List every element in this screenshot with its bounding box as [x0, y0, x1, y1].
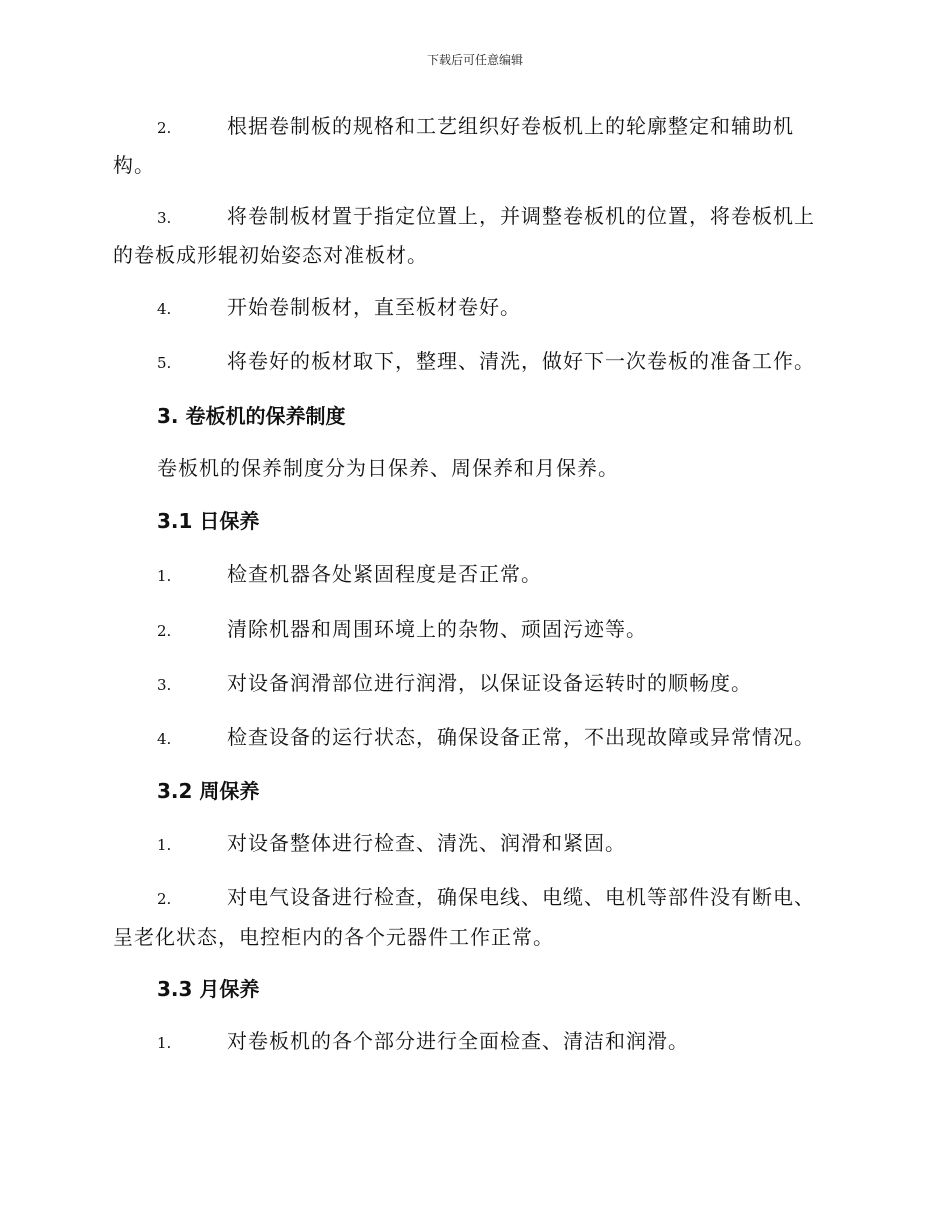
list-number: 1. [157, 836, 172, 854]
list-item-text: 根据卷制板的规格和工艺组织好卷板机上的轮廓整定和辅助机 [227, 114, 794, 138]
list-item-text: 检查机器各处紧固程度是否正常。 [227, 562, 542, 586]
subsection-heading: 3.2 周保养 [157, 779, 260, 803]
list-item-text: 对设备整体进行检查、清洗、润滑和紧固。 [227, 831, 626, 855]
list-item-text: 清除机器和周围环境上的杂物、顽固污迹等。 [227, 617, 647, 641]
list-item-continuation: 呈老化状态，电控柜内的各个元器件工作正常。 [113, 925, 554, 949]
list-number: 4. [157, 730, 172, 748]
list-item-continuation: 的卷板成形辊初始姿态对准板材。 [113, 243, 428, 267]
page-header: 下载后可任意编辑 [426, 53, 523, 67]
list-item-text: 开始卷制板材，直至板材卷好。 [227, 295, 521, 319]
list-number: 4. [157, 300, 172, 318]
list-item-text: 对电气设备进行检查，确保电线、电缆、电机等部件没有断电、 [227, 885, 815, 909]
list-number: 3. [157, 676, 172, 694]
list-item-text: 对卷板机的各个部分进行全面检查、清洁和润滑。 [227, 1029, 689, 1053]
list-number: 2. [157, 890, 172, 908]
list-number: 5. [157, 354, 172, 372]
subsection-heading: 3.1 日保养 [157, 509, 260, 533]
section-intro: 卷板机的保养制度分为日保养、周保养和月保养。 [157, 456, 619, 480]
section-heading: 3. 卷板机的保养制度 [157, 404, 346, 428]
list-number: 3. [157, 209, 172, 227]
list-item-text: 检查设备的运行状态，确保设备正常，不出现故障或异常情况。 [227, 725, 815, 749]
list-item-continuation: 构。 [113, 153, 155, 177]
list-item-text: 将卷制板材置于指定位置上，并调整卷板机的位置，将卷板机上 [227, 204, 815, 228]
subsection-heading: 3.3 月保养 [157, 977, 260, 1001]
list-number: 2. [157, 119, 172, 137]
list-number: 1. [157, 1034, 172, 1052]
list-item-text: 将卷好的板材取下，整理、清洗，做好下一次卷板的准备工作。 [227, 349, 815, 373]
list-number: 2. [157, 622, 172, 640]
list-item-text: 对设备润滑部位进行润滑，以保证设备运转时的顺畅度。 [227, 671, 752, 695]
list-number: 1. [157, 567, 172, 585]
